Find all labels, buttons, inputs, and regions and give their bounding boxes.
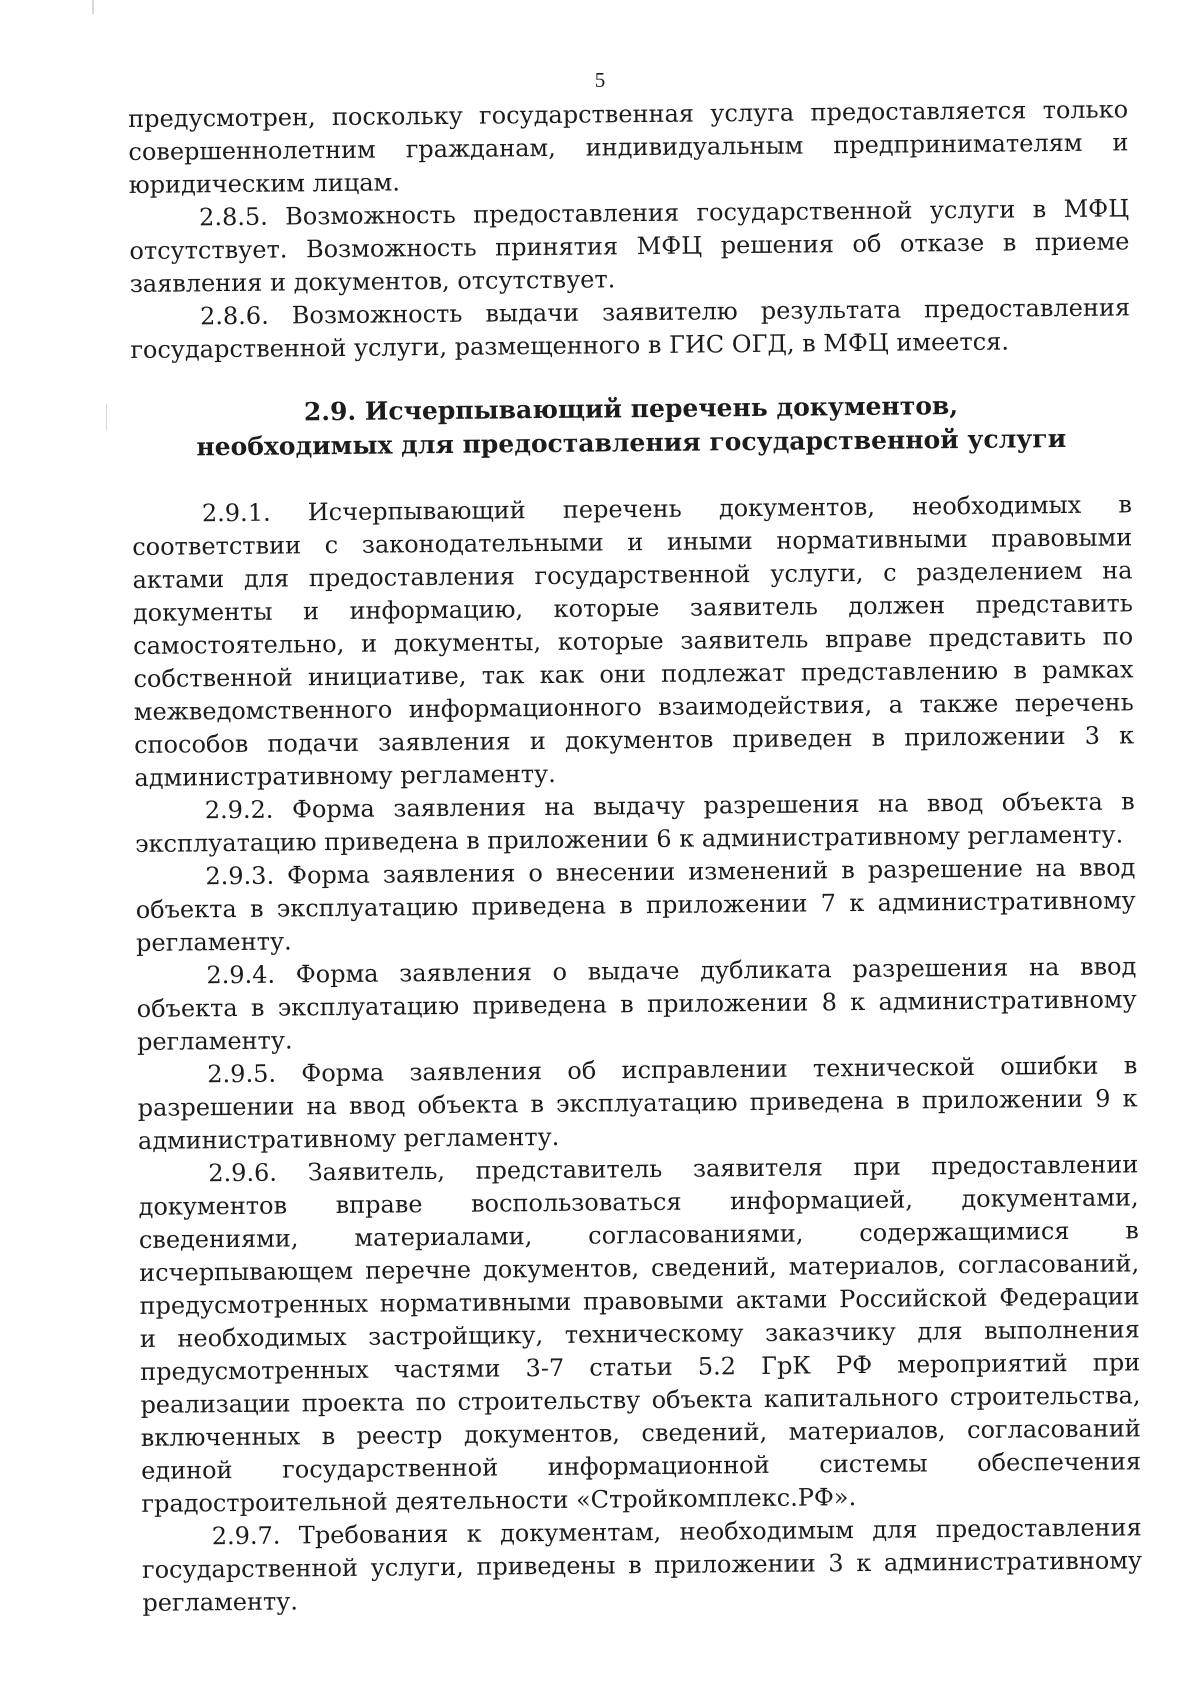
paragraph-2-9-5: 2.9.5. Форма заявления об исправлении технической ошибки в разрешении на ввод объекта в эксплуатацию приведена в приложении 9 к административному регламенту. [137,1051,1138,1155]
section-heading-2-9 [131,387,1132,465]
scan-edge-mark [106,404,107,430]
paragraph-2-9-4: 2.9.4. Форма заявления о выдаче дубликата разрешения на ввод объекта в эксплуатацию приведена в приложении 8 к административному регламенту. [136,952,1137,1056]
paragraph-2-9-3: 2.9.3. Форма заявления о внесении изменений в разрешение на ввод объекта в эксплуатацию приведена в приложении 7 к административному регламенту. [135,853,1136,957]
paragraph-2-8-6: 2.8.6. Возможность выдачи заявителю результата предоставления государственной услуги, размещенного в ГИС ОГД, в МФЦ имеется. [130,293,1131,364]
section-heading-line-2: необходимых для предоставления государственной услуги [196,424,1067,462]
scan-edge-mark [92,0,94,14]
paragraph-2-8-5: 2.8.5. Возможность предоставления государственной услуги в МФЦ отсутствует. Возможность принятия МФЦ решения об отказе в приеме заявления и документов, отсутствует. [129,194,1130,298]
paragraph-continuation: предусмотрен, поскольку государственная услуга предоставляется только совершеннолетним гражданам, индивидуальным предпринимателям и юридическим лицам. [128,95,1129,199]
paragraph-2-9-7: 2.9.7. Требования к документам, необходимым для предоставления государственной услуги, приведены в приложении 3 к административному регламенту. [141,1513,1143,1617]
paragraph-2-9-6: 2.9.6. Заявитель, представитель заявителя при предоставлении документов вправе воспользоваться информацией, документами, сведениями, материалами, согласованиями, содержащимися в исчерпывающем перечне документов, сведений, материалов, согласований, предусмотренных нормативными правовыми актами Российской Федерации и необходимых застройщику, техническому заказчику для выполнения предусмотренных частями 3-7 статьи 5.2 ГрК РФ мероприятий при реализации проекта по строительству объекта капитального строительства, включенных в реестр документов, сведений, материалов, согласований единой государственной информационной системы обеспечения градостроительной деятельности «Стройкомплекс.РФ». [138,1150,1142,1518]
paragraph-2-9-1: 2.9.1. Исчерпывающий перечень документов, необходимых в соответствии с законодательными и иными нормативными правовыми актами для предоставления государственной услуги, с разделением на документы и информацию, которые заявитель должен представить самостоятельно, и документы, которые заявитель вправе представить по собственной инициативе, так как они подлежат представлению в рамках межведомственного информационного взаимодействия, а также перечень способов подачи заявления и документов приведен в приложении 3 к административному регламенту. [132,490,1135,792]
document-body [128,93,1143,1620]
paragraph-2-9-2: 2.9.2. Форма заявления на выдачу разрешения на ввод объекта в эксплуатацию приведена в приложении 6 к административному регламенту. [134,787,1135,858]
page-number: 5 [594,68,606,92]
section-heading-line-1: 2.9. Исчерпывающий перечень документов, [303,391,959,427]
